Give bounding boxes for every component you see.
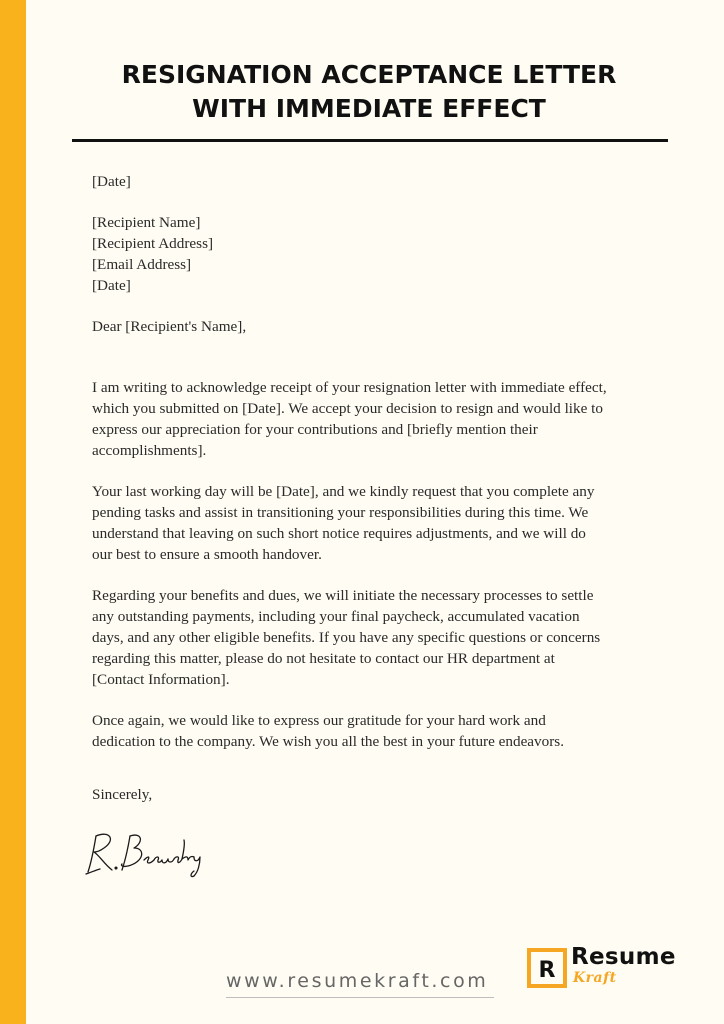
paragraph-line: days, and any other eligible benefits. If you have any specific questions or concerns xyxy=(92,629,601,646)
letter-greeting: Dear [Recipient's Name], xyxy=(92,318,247,335)
accent-side-bar xyxy=(0,0,26,1024)
paragraph-line: accomplishments]. xyxy=(92,442,207,459)
recipient-date: [Date] xyxy=(92,277,131,294)
paragraph-line: our best to ensure a smooth handover. xyxy=(92,546,322,563)
paragraph-last-day xyxy=(92,481,652,565)
paragraph-line: which you submitted on [Date]. We accept your decision to resign and would like to xyxy=(92,400,603,417)
paragraph-line: [Contact Information]. xyxy=(92,671,230,688)
recipient-block xyxy=(92,212,652,296)
paragraph-line: I am writing to acknowledge receipt of your resignation letter with immediate effect, xyxy=(92,379,607,396)
paragraph-acknowledgement xyxy=(92,377,652,461)
title-line-1: RESIGNATION ACCEPTANCE LETTER xyxy=(121,60,617,89)
paragraph-line: pending tasks and assist in transitioning your responsibilities during this time. We xyxy=(92,504,589,521)
title-divider xyxy=(72,139,668,142)
paragraph-line: Regarding your benefits and dues, we will initiate the necessary processes to settle xyxy=(92,587,594,604)
paragraph-line: express our appreciation for your contributions and [briefly mention their xyxy=(92,421,538,438)
letter-body xyxy=(92,171,652,805)
paragraph-benefits xyxy=(92,585,652,690)
paragraph-line: Your last working day will be [Date], and we kindly request that you complete any xyxy=(92,483,595,500)
logo-word-kraft: Kraft xyxy=(573,970,617,986)
page-title xyxy=(72,58,666,126)
letter-closing: Sincerely, xyxy=(92,786,153,803)
footer-underline xyxy=(226,997,494,998)
paragraph-line: Once again, we would like to express our gratitude for your hard work and xyxy=(92,712,546,729)
title-line-2: WITH IMMEDIATE EFFECT xyxy=(192,94,546,123)
handwritten-signature xyxy=(82,826,232,882)
closing-block xyxy=(92,784,652,805)
logo-word-resume: Resume xyxy=(571,944,676,970)
paragraph-gratitude xyxy=(92,710,652,752)
logo-mark-icon xyxy=(527,948,567,988)
paragraph-line: any outstanding payments, including your final paycheck, accumulated vacation xyxy=(92,608,580,625)
recipient-email: [Email Address] xyxy=(92,256,192,273)
paragraph-line: regarding this matter, please do not hesitate to contact our HR department at xyxy=(92,650,555,667)
greeting-block xyxy=(92,316,652,337)
recipient-name: [Recipient Name] xyxy=(92,214,201,231)
paragraph-line: dedication to the company. We wish you all the best in your future endeavors. xyxy=(92,733,564,750)
recipient-address: [Recipient Address] xyxy=(92,235,214,252)
letter-date: [Date] xyxy=(92,173,131,190)
logo-mark-letter: R xyxy=(538,958,556,983)
paragraph-line: understand that leaving on such short notice requires adjustments, and we will do xyxy=(92,525,586,542)
footer-website-url: www.resumekraft.com xyxy=(226,970,489,992)
resumekraft-logo xyxy=(527,944,687,990)
